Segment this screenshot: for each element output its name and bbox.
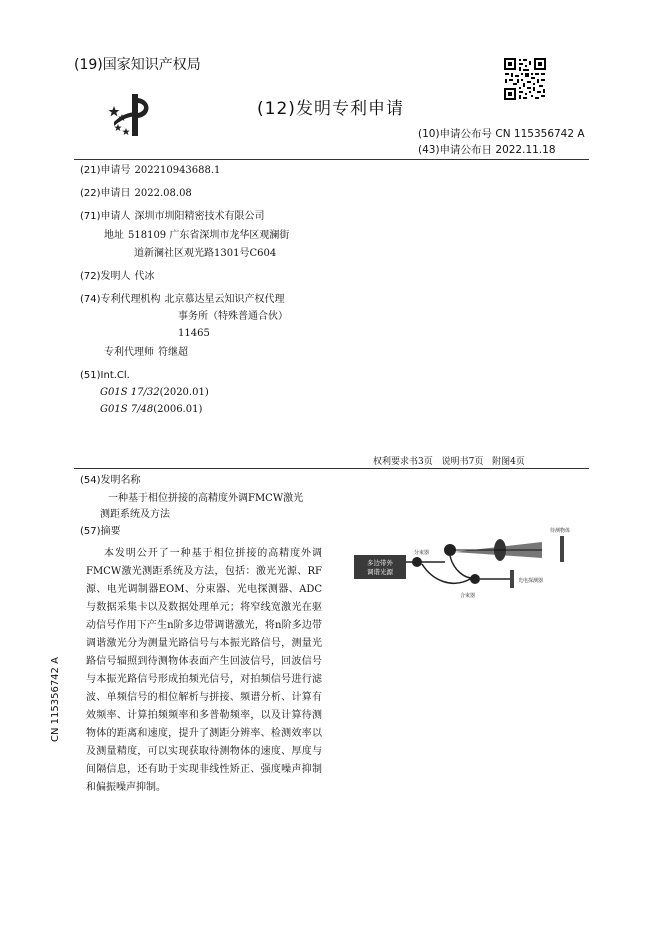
agency-line-3: 11465	[178, 328, 210, 339]
agent: 符继超	[158, 347, 188, 358]
ipc-code-1: G01S 17/32	[100, 387, 160, 398]
target-label: 待测物体	[550, 528, 571, 534]
ipc-row-2	[100, 401, 202, 418]
side-publication-code: CN 115356742 A	[50, 657, 61, 742]
echo-path	[450, 556, 472, 578]
section-divider	[74, 468, 589, 469]
abstract-text: 本发明公开了一种基于相位拼接的高精度外调FMCW激光测距系统及方法，包括：激光光源、RF源、电光调制器EOM、分束器、光电探测器、ADC与数据采集卡以及数据处理单元；将窄线宽激光在驱动信号作用下产生n阶多边带调谐激光，将n阶多边带调谐激光分为测量光路信号与本振光路信号，测量光路信号辐照到待测物体表面产生回波信号，回波信号与本振光路信号形成拍频光信号，对拍频信号进行滤波、单频信号的相位解析与拼接、频谱分析、计算有效频率、计算拍频频率和多普勒频率，以及计算待测物体的距离和速度，提升了测距分辨率、检测效率以及测量精度，可以实现获取待测物体的速度、厚度与间隔信息，还有助于实现非线性矫正、强度噪声抑制和偏振噪声抑制。	[86, 548, 322, 793]
inventor-row	[80, 268, 155, 285]
header-divider	[74, 159, 589, 160]
authority-name: (19)国家知识产权局	[74, 57, 201, 73]
invention-title-line-1: 一种基于相位拼接的高精度外调FMCW激光	[108, 493, 304, 504]
ipc-year-2: (2006.01)	[153, 404, 203, 415]
publication-date: (43)申请公布日 2022.11.18	[418, 144, 556, 156]
agency-line-1: 北京慕达星云知识产权代理	[164, 294, 285, 305]
document-type: (12)发明专利申请	[257, 99, 404, 119]
detector-label: 光电探测器	[518, 578, 544, 584]
splitter-node	[412, 557, 422, 567]
splitter-label: 分束器	[414, 550, 430, 556]
photodetector	[510, 570, 514, 588]
abstract-label: (57)摘要	[80, 526, 121, 537]
address-label: 地址	[104, 230, 124, 241]
publication-number: (10)申请公布号 CN 115356742 A	[418, 128, 585, 140]
application-date-label: (22)申请日	[80, 188, 131, 199]
application-date: 2022.08.08	[134, 188, 192, 199]
light-source-label-2: 调谐光源	[367, 568, 393, 576]
application-number: 202210943688.1	[134, 165, 221, 176]
ipc-label: (51)Int.Cl.	[80, 370, 130, 381]
application-number-label: (21)申请号	[80, 165, 131, 176]
combiner-node	[470, 574, 480, 584]
system-diagram	[342, 520, 582, 610]
invention-title-line-2: 测距系统及方法	[100, 509, 170, 520]
inventor-label: (72)发明人	[80, 271, 131, 282]
inventor: 代冰	[134, 271, 155, 282]
invention-title-label: (54)发明名称	[80, 475, 141, 486]
lo-path	[422, 564, 472, 583]
applicant-label: (71)申请人	[80, 211, 131, 222]
combiner-label: 合束器	[460, 593, 476, 599]
address-line-2: 道新澜社区观光路1301号C604	[134, 248, 277, 259]
light-source-label-1: 多边带外	[367, 559, 393, 567]
page-count-info: 权利要求书3页 说明书7页 附图4页	[373, 457, 525, 467]
application-date-row	[80, 185, 192, 202]
agent-row	[104, 344, 188, 361]
application-number-row	[80, 162, 220, 179]
invention-title	[100, 491, 330, 523]
agent-label: 专利代理师	[104, 347, 154, 358]
ipc-row-1	[100, 384, 209, 401]
ipc-code-2: G01S 7/48	[100, 404, 154, 415]
address-row	[104, 227, 289, 244]
applicant: 深圳市圳阳精密技术有限公司	[134, 211, 265, 222]
agency-label: (74)专利代理机构	[80, 294, 161, 305]
ipc-year-1: (2020.01)	[159, 387, 209, 398]
target-object	[560, 536, 564, 562]
address-line-1: 518109 广东省深圳市龙华区观澜街	[128, 230, 290, 241]
agency-row	[80, 291, 285, 308]
publication-info	[418, 126, 585, 158]
agency-line-2: 事务所（特殊普通合伙）	[178, 311, 288, 322]
applicant-row	[80, 208, 265, 225]
